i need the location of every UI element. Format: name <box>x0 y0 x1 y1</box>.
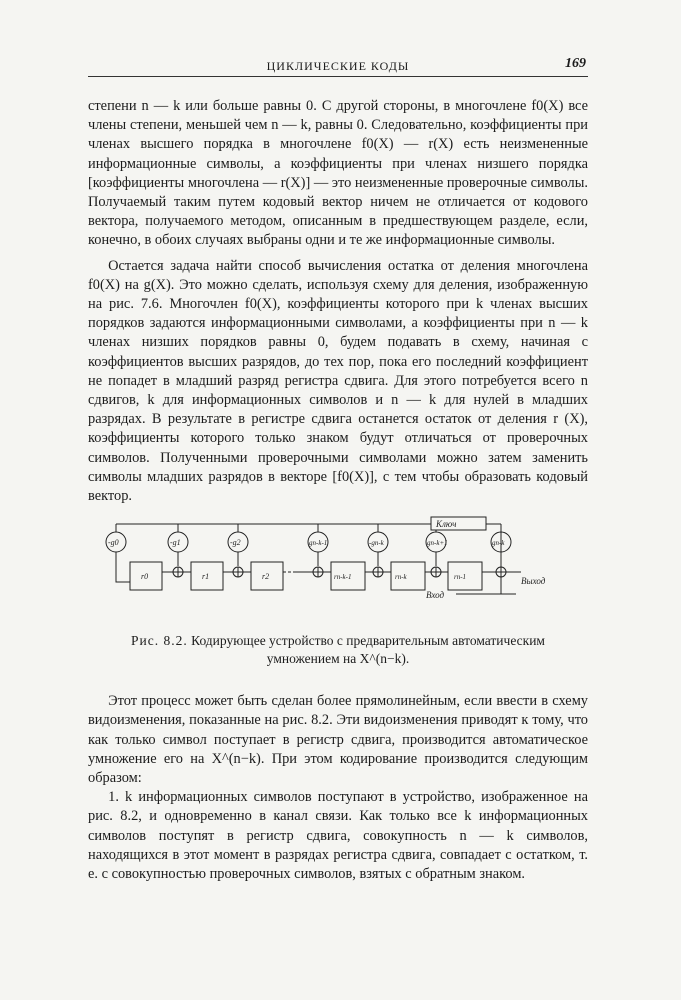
svg-text:gn-k: gn-k <box>492 539 505 548</box>
register-r1 <box>191 562 223 590</box>
figure-8-2 <box>88 514 588 624</box>
chapter-title: ЦИКЛИЧЕСКИЕ КОДЫ <box>266 59 410 73</box>
svg-text:r0: r0 <box>141 572 149 582</box>
svg-text:r2: r2 <box>262 572 270 582</box>
caption-label: Рис. 8.2. <box>131 633 188 649</box>
register-r0 <box>130 562 162 590</box>
body-text-2 <box>88 692 588 884</box>
paragraph-4: 1. k информационных символов поступают в устройство, изображенное на рис. 8.2, и одновременно в канал связи. Как только все k информационных символов поступят в регистр сдвига, совокупность n — k символов, находящихся в этот момент в разрядах регистра сдвига, совпадает с остатком, т. е. с совокупностью проверочных символов, взятых с обратным знаком. <box>88 789 588 883</box>
svg-text:rn-k: rn-k <box>395 573 407 582</box>
svg-text:rn-k-1: rn-k-1 <box>334 573 352 582</box>
figure-caption <box>98 632 578 668</box>
svg-text:gn-k+1: gn-k+1 <box>427 539 448 548</box>
multiplier-g0 <box>106 524 126 552</box>
input-label: Вход <box>426 590 445 601</box>
caption-text: Кодирующее устройство с предварительным автоматическим умножением на X^(n−k). <box>191 633 545 667</box>
svg-text:-g0: -g0 <box>108 538 119 548</box>
register-rnk <box>391 562 425 590</box>
body-text <box>88 97 588 506</box>
multiplier-g1 <box>168 524 188 552</box>
svg-text:-g2: -g2 <box>230 538 241 548</box>
encoder-diagram <box>96 514 576 624</box>
svg-text:rn-1: rn-1 <box>454 573 467 582</box>
svg-text:-gn-k: -gn-k <box>369 539 384 548</box>
svg-text:-g1: -g1 <box>170 538 181 548</box>
page <box>88 56 588 884</box>
multiplier-gnk-plus1 <box>426 530 448 552</box>
svg-text:r1: r1 <box>202 572 210 582</box>
multiplier-gnk1 <box>308 524 328 552</box>
paragraph-1: степени n — k или больше равны 0. С другой стороны, в многочлене f0(X) все члены степени, меньшей чем n — k, равны 0. Следовательно, коэффициенты при членах высшего порядка в многочлене f0(X) — r(X) есть неизмененные информационные символы, а коэффициенты при членах низшего порядка [коэффициенты многочлена — r(X)] — это неизмененные проверочные символы. Получаемый таким путем кодовый вектор ничем не отличается от кодового вектора, получаемого методом, описанным в предшествующем разделе, если, конечно, в обоих случаях выбраны одни и те же информационные символы. <box>88 98 588 249</box>
register-rn1 <box>448 562 482 590</box>
paragraph-2: Остается задача найти способ вычисления остатка от деления многочлена f0(X) на g(X). Это можно сделать, используя схему для деления, изображенную на рис. 7.6. Многочлен f0(X), коэффициенты которого при k членах высших порядков задаются информационными символами, а коэффициенты при n — k членах низших порядков равны 0, будем подавать в схему, начиная с коэффициентов высших разрядов, до тех пор, пока его последний коэффициент не попадет в младший разряд регистра сдвига. Для этого потребуется всего n сдвигов, k для информационных символов и n — k для нулей в младших разрядах. В результате в регистре сдвига останется остаток от деления r (X), коэффициенты которого только знаком будут отличаться от проверочных символов. Полученными проверочными символами можно затем заменить символы младших разрядов в векторе [f0(X)], с тем чтобы образовать кодовый вектор. <box>88 257 588 505</box>
running-header <box>88 56 588 77</box>
paragraph-3: Этот процесс может быть сделан более прямолинейным, если ввести в схему видоизменения, показанные на рис. 8.2. Эти видоизменения приводят к тому, что как только символ поступает в регистр сдвига, производится автоматическое умножение его на X^(n−k). При этом кодирование производится следующим образом: <box>88 693 588 787</box>
multiplier-gnk <box>368 524 388 552</box>
page-number: 169 <box>565 56 586 71</box>
register-r2 <box>251 562 283 590</box>
output-label: Выход <box>521 576 546 587</box>
multiplier-g2 <box>228 524 248 552</box>
register-rnk1 <box>331 562 365 590</box>
key-label: Ключ <box>436 519 457 530</box>
svg-text:gn-k-1: gn-k-1 <box>309 539 328 548</box>
